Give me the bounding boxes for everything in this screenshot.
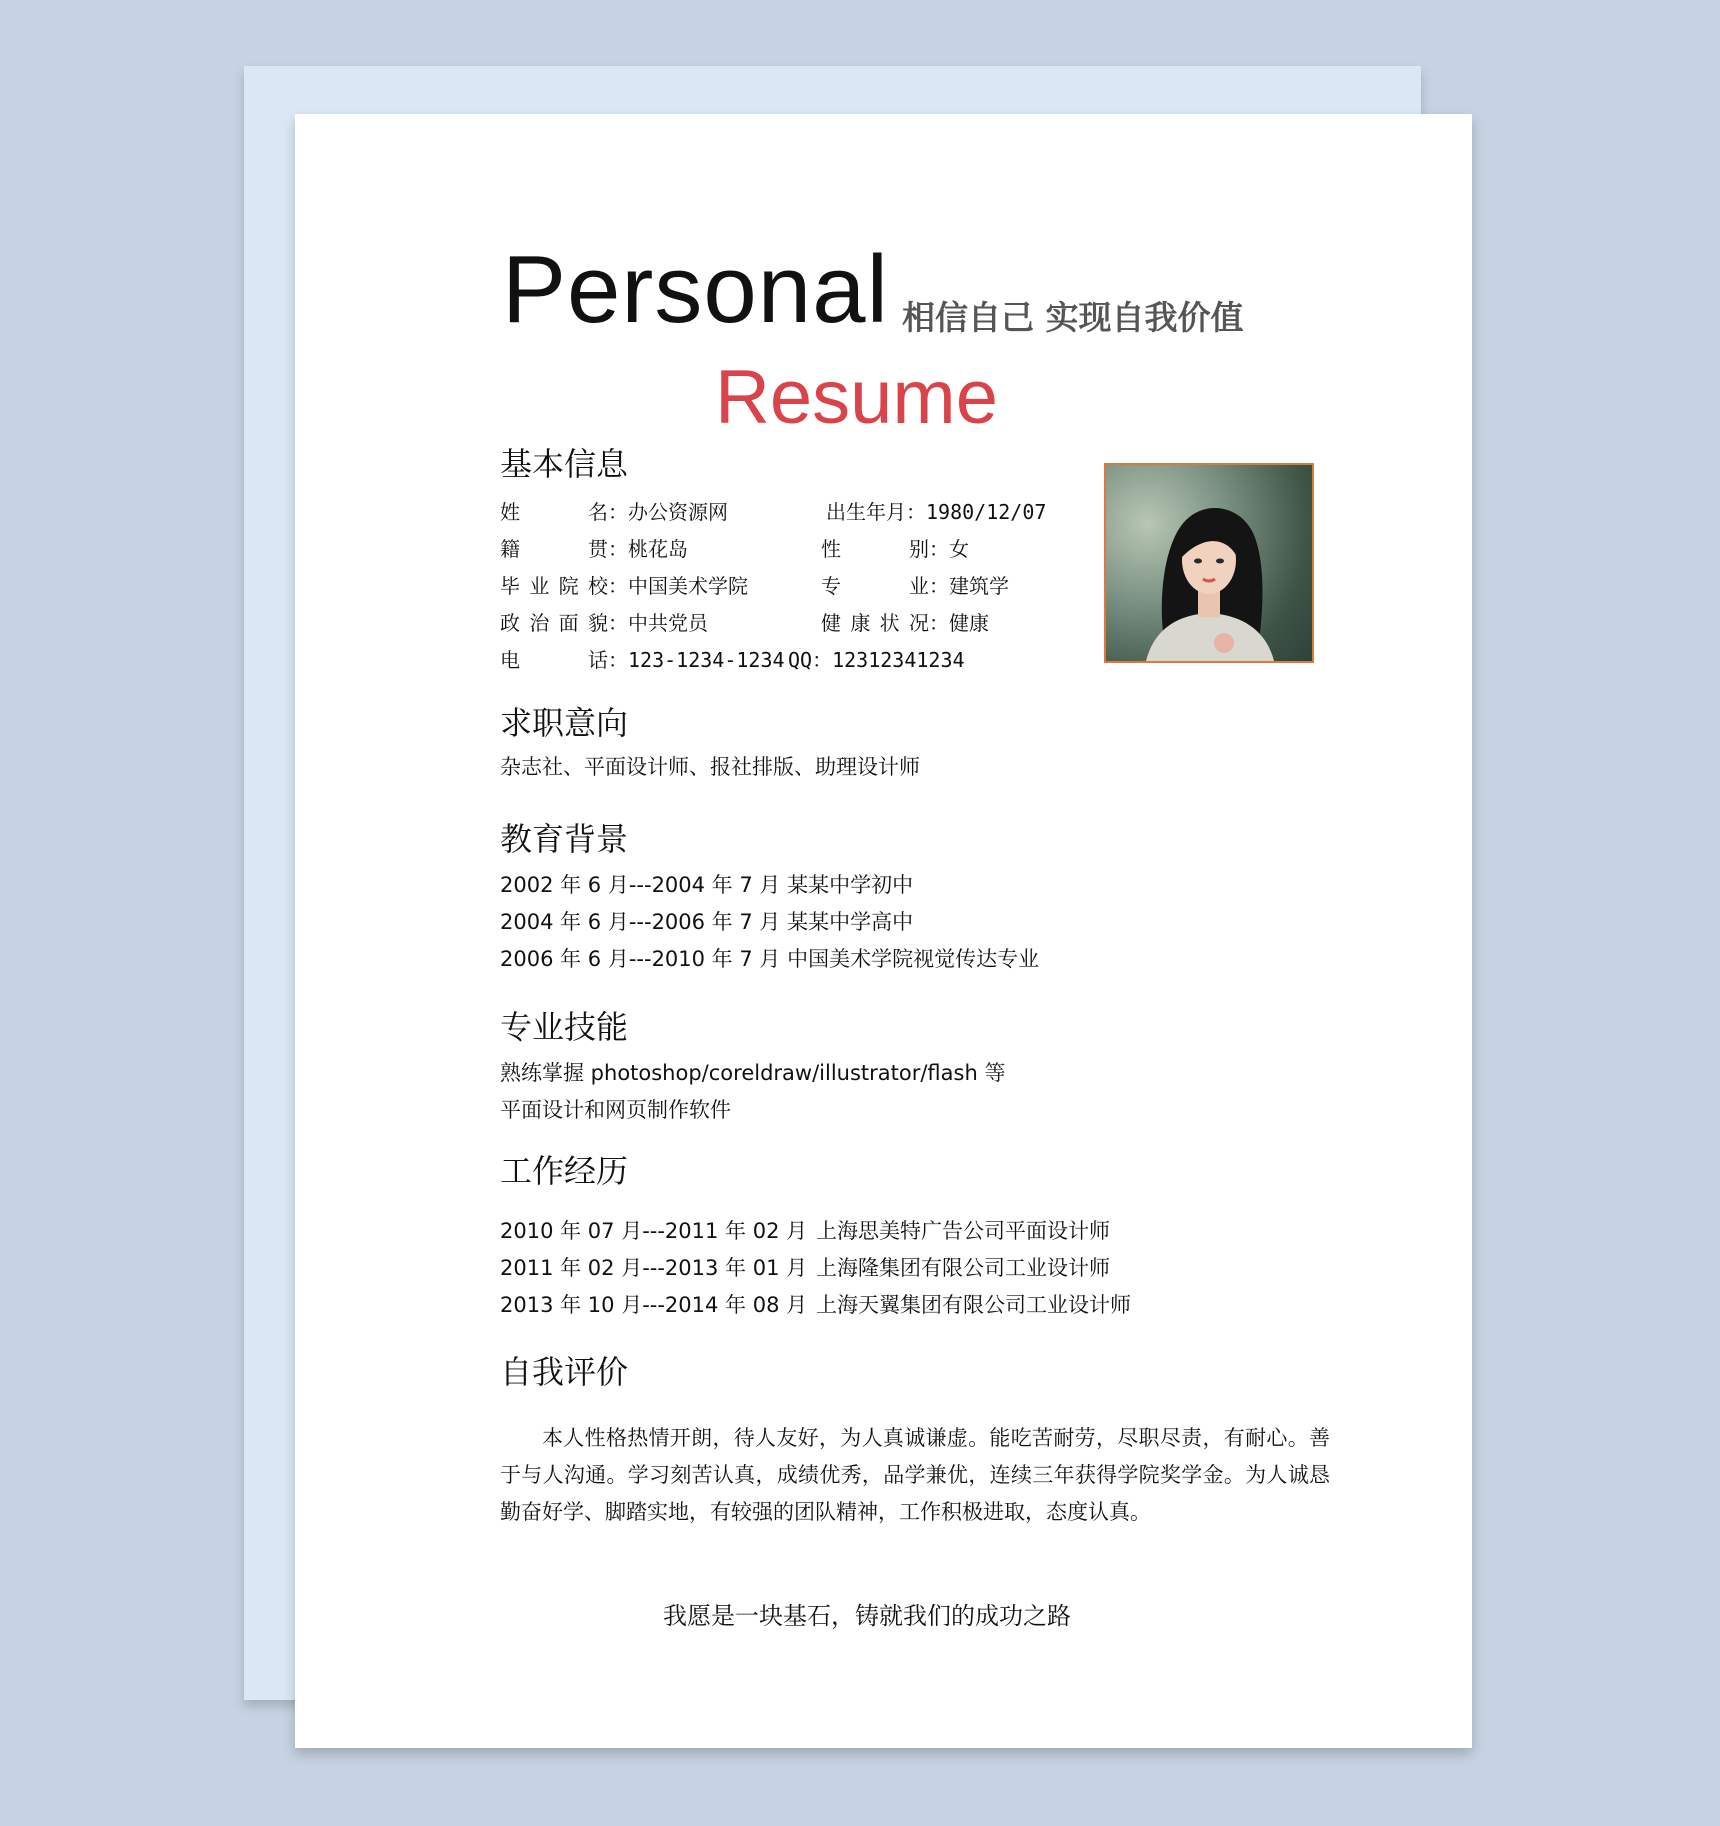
- info-label: 籍贯: [500, 537, 608, 561]
- info-value: 女: [949, 537, 969, 561]
- info-label: 毕业院校: [500, 574, 608, 598]
- info-label: 专业: [821, 574, 929, 598]
- info-value: 12312341234: [832, 648, 965, 672]
- education-item: 2002 年 6 月---2004 年 7 月 某某中学初中: [500, 873, 914, 897]
- info-row: 籍贯：桃花岛: [500, 537, 688, 561]
- profile-photo: [1104, 463, 1314, 663]
- info-label: 性别: [821, 537, 929, 561]
- info-row: 电话：123-1234-1234: [500, 648, 785, 672]
- title-resume: Resume: [715, 355, 998, 440]
- self-evaluation-text: 本人性格热情开朗，待人友好，为人真诚谦虚。能吃苦耐劳，尽职尽责，有耐心。善于与人沟通。学习刻苦认真，成绩优秀，品学兼优，连续三年获得学院奖学金。为人诚恳勤奋好学、脚踏实地，有较强的团队精神，工作积极进取，态度认真。: [500, 1426, 1330, 1524]
- section-heading-intent: 求职意向: [500, 704, 629, 742]
- section-heading-skills: 专业技能: [500, 1008, 629, 1046]
- info-value: 办公资源网: [628, 500, 728, 524]
- work-item: [500, 1253, 1110, 1283]
- skills-line: 平面设计和网页制作软件: [500, 1098, 731, 1122]
- info-label: 电话: [500, 648, 608, 672]
- info-row: 出生年月：1980/12/07: [826, 500, 1047, 524]
- info-row: 姓名：办公资源网: [500, 500, 728, 524]
- work-date: 2010 年 07 月---2011 年 02 月: [500, 1219, 808, 1243]
- info-label: QQ: [788, 648, 813, 672]
- info-value: 建筑学: [949, 574, 1009, 598]
- info-value: 桃花岛: [628, 537, 688, 561]
- profile-photo-illustration: [1106, 465, 1312, 661]
- title-personal: Personal: [502, 236, 889, 343]
- info-label: 姓名: [500, 500, 608, 524]
- education-item: 2004 年 6 月---2006 年 7 月 某某中学高中: [500, 910, 914, 934]
- work-desc: 上海思美特广告公司平面设计师: [816, 1219, 1110, 1243]
- info-label: 政治面貌: [500, 611, 608, 635]
- section-heading-basic: 基本信息: [500, 445, 629, 483]
- title-slogan: 相信自己 实现自我价值: [902, 298, 1244, 337]
- education-item: 2006 年 6 月---2010 年 7 月 中国美术学院视觉传达专业: [500, 947, 1040, 971]
- motto: 我愿是一块基石，铸就我们的成功之路: [663, 1602, 1071, 1630]
- info-label: 出生年月: [826, 500, 906, 524]
- info-value: 中国美术学院: [628, 574, 748, 598]
- info-row: 健康状况：健康: [821, 611, 989, 635]
- work-date: 2013 年 10 月---2014 年 08 月: [500, 1293, 808, 1317]
- info-value: 健康: [949, 611, 989, 635]
- intent-text: 杂志社、平面设计师、报社排版、助理设计师: [500, 755, 920, 779]
- info-row: 政治面貌：中共党员: [500, 611, 708, 635]
- section-heading-self: 自我评价: [500, 1353, 629, 1391]
- section-heading-work: 工作经历: [500, 1152, 629, 1190]
- info-label: 健康状况: [821, 611, 929, 635]
- work-item: [500, 1290, 1131, 1320]
- info-value: 中共党员: [628, 611, 708, 635]
- work-desc: 上海天翼集团有限公司工业设计师: [816, 1293, 1131, 1317]
- info-row: QQ：12312341234: [788, 648, 965, 672]
- info-row: 毕业院校：中国美术学院: [500, 574, 748, 598]
- section-heading-education: 教育背景: [500, 820, 629, 858]
- info-row: 专业：建筑学: [821, 574, 1009, 598]
- info-value: 1980/12/07: [926, 500, 1047, 524]
- skills-line: 熟练掌握 photoshop/coreldraw/illustrator/flash 等: [500, 1061, 1006, 1085]
- info-value: 123-1234-1234: [628, 648, 785, 672]
- work-item: [500, 1216, 1110, 1246]
- info-row: 性别：女: [821, 537, 969, 561]
- work-date: 2011 年 02 月---2013 年 01 月: [500, 1256, 808, 1280]
- resume-sheet: [295, 114, 1472, 1748]
- work-desc: 上海隆集团有限公司工业设计师: [816, 1256, 1110, 1280]
